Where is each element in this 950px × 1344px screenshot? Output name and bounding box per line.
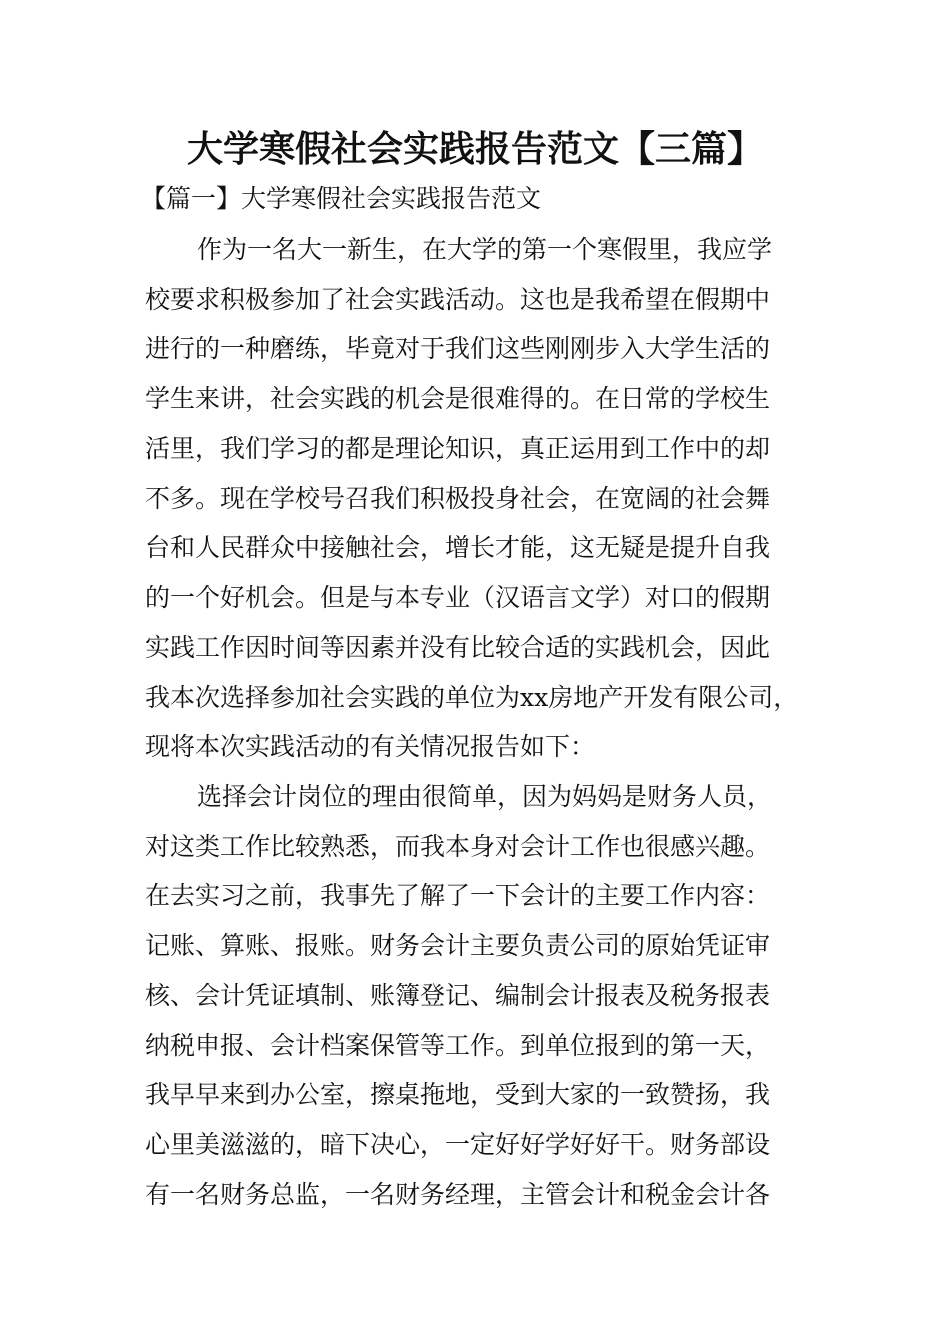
paragraph-line: 纳税申报、会计档案保管等工作。到单位报到的第一天， <box>145 1031 771 1060</box>
paragraph-line: 在去实习之前，我事先了解了一下会计的主要工作内容： <box>145 881 771 910</box>
paragraph-line: 记账、算账、报账。财务会计主要负责公司的原始凭证审 <box>145 931 771 960</box>
section-heading: 【篇一】大学寒假社会实践报告范文 <box>141 184 542 213</box>
paragraph-line: 不多。现在学校号召我们积极投身社会，在宽阔的社会舞 <box>145 484 771 513</box>
paragraph-line: 心里美滋滋的，暗下决心，一定好好学好好干。财务部设 <box>145 1130 771 1159</box>
paragraph-line: 学生来讲，社会实践的机会是很难得的。在日常的学校生 <box>145 384 771 413</box>
document-title: 大学寒假社会实践报告范文【三篇】 <box>186 128 763 170</box>
paragraph-line: 我本次选择参加社会实践的单位为xx房地产开发有限公司， <box>145 683 799 712</box>
paragraph-line: 对这类工作比较熟悉，而我本身对会计工作也很感兴趣。 <box>145 832 771 861</box>
paragraph-line: 校要求积极参加了社会实践活动。这也是我希望在假期中 <box>145 285 771 314</box>
paragraph-line: 作为一名大一新生，在大学的第一个寒假里，我应学 <box>197 235 773 264</box>
paragraph-line: 台和人民群众中接触社会，增长才能，这无疑是提升自我 <box>145 533 771 562</box>
paragraph-line: 进行的一种磨练，毕竟对于我们这些刚刚步入大学生活的 <box>145 334 771 363</box>
paragraph-line: 有一名财务总监，一名财务经理，主管会计和税金会计各 <box>145 1180 771 1209</box>
paragraph-line: 我早早来到办公室，擦桌拖地，受到大家的一致赞扬，我 <box>145 1080 771 1109</box>
paragraph-line: 实践工作因时间等因素并没有比较合适的实践机会，因此 <box>145 633 771 662</box>
paragraph-line: 现将本次实践活动的有关情况报告如下： <box>145 732 596 761</box>
paragraph-line: 核、会计凭证填制、账簿登记、编制会计报表及税务报表 <box>145 981 771 1010</box>
paragraph-line: 活里，我们学习的都是理论知识，真正运用到工作中的却 <box>145 434 771 463</box>
paragraph-line: 的一个好机会。但是与本专业（汉语言文学）对口的假期 <box>145 583 771 612</box>
paragraph-line: 选择会计岗位的理由很简单，因为妈妈是财务人员， <box>197 782 773 811</box>
